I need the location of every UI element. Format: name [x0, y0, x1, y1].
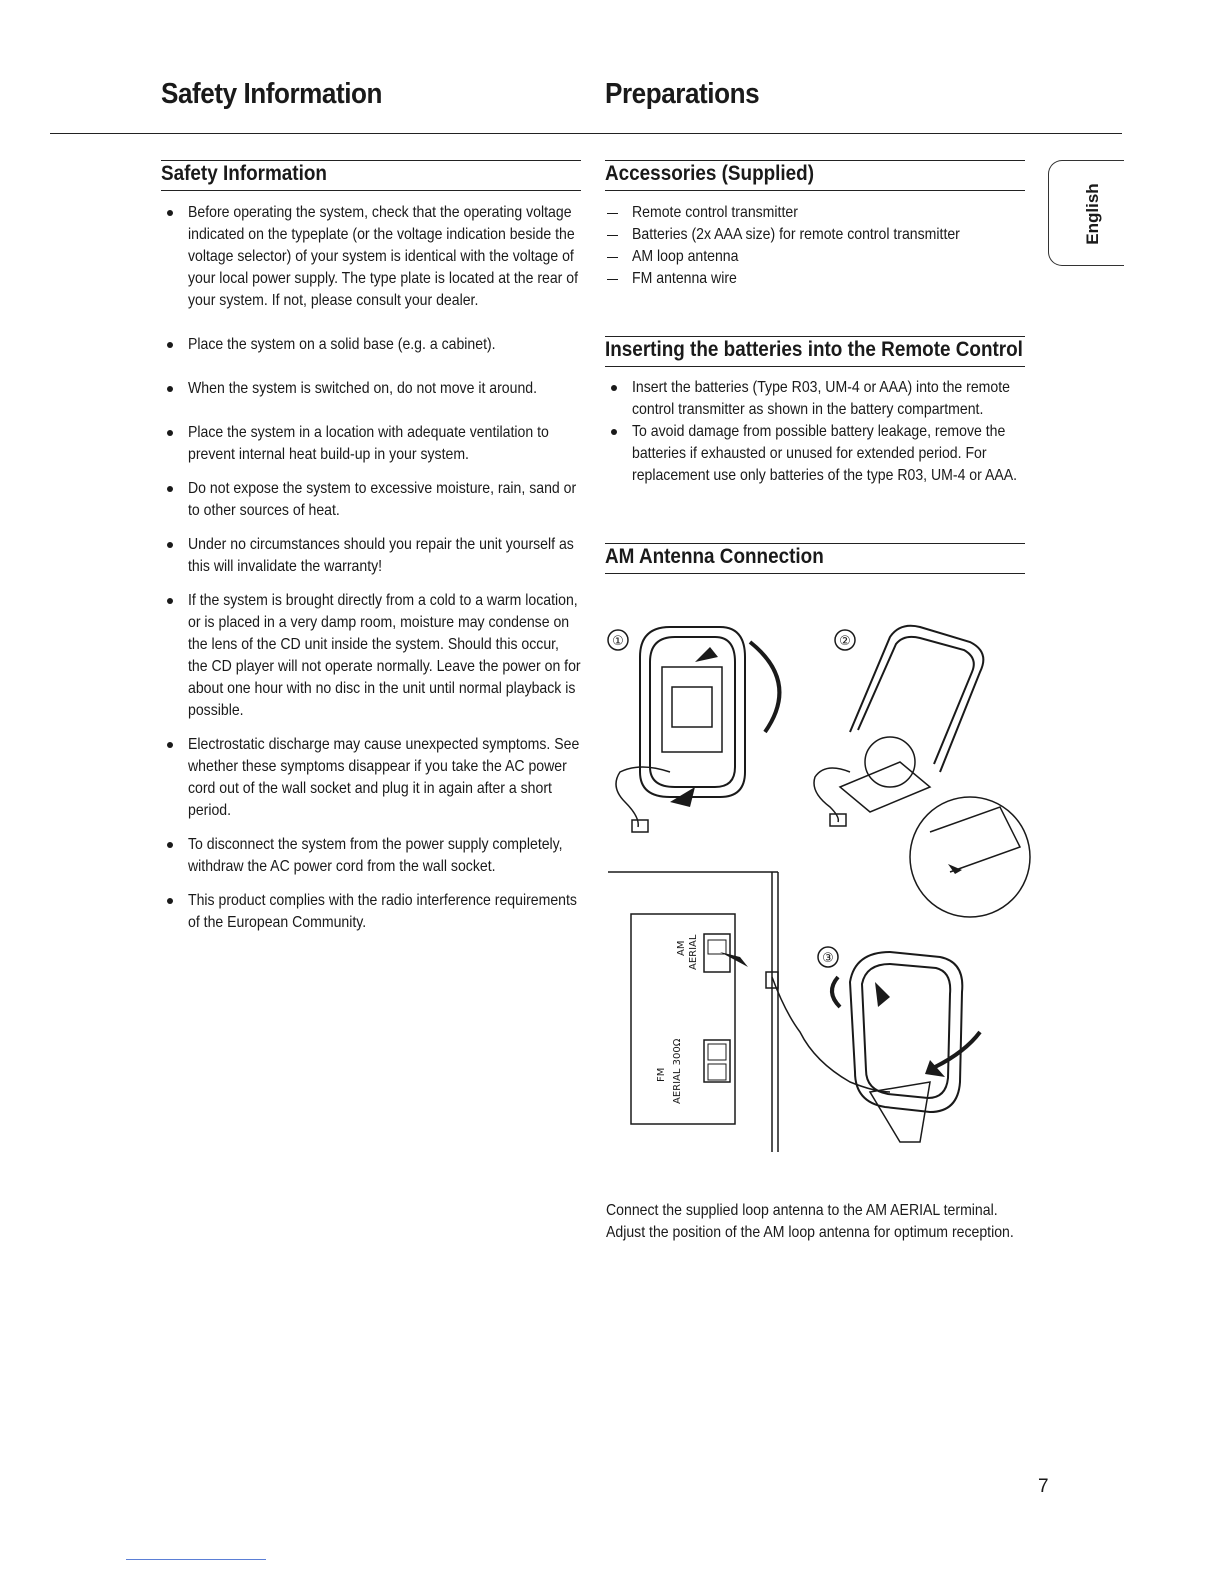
antenna-plug-1: [632, 820, 648, 832]
loop-antenna-frame-2: [850, 626, 983, 772]
safety-item: When the system is switched on, do not move it around.: [161, 378, 581, 400]
am-antenna-section: [605, 543, 1025, 574]
loop-antenna-frame-1: [640, 627, 745, 797]
batteries-list: [605, 377, 1025, 487]
rotate-arrow-3b: [935, 1032, 980, 1067]
language-label: English: [1083, 183, 1102, 245]
page-title-safety: Safety Information: [161, 78, 383, 110]
batteries-section-title: Inserting the batteries into the Remote Control: [605, 338, 1023, 361]
accessory-item: FM antenna wire: [605, 268, 1025, 290]
antenna-caption: Connect the supplied loop antenna to the AM AERIAL terminal. Adjust the position of the AM loop antenna for optimum reception.: [606, 1202, 1014, 1241]
accessory-item: Batteries (2x AAA size) for remote control transmitter: [605, 224, 1025, 246]
bullet-icon: [167, 842, 173, 848]
step-1-label: ①: [612, 634, 624, 649]
accessories-section-title: Accessories (Supplied): [605, 162, 815, 185]
am-antenna-section-title: AM Antenna Connection: [605, 545, 824, 568]
bottom-rule: [126, 1559, 266, 1560]
am-antenna-diagram: [600, 612, 1050, 1160]
step-2-label: ②: [839, 634, 851, 649]
page-number: 7: [1038, 1476, 1049, 1497]
bullet-icon: [167, 742, 173, 748]
safety-item: Place the system on a solid base (e.g. a cabinet).: [161, 334, 581, 356]
safety-item: Electrostatic discharge may cause unexpected symptoms. See whether these symptoms disappear if you take the AC power cord out of the wall socket and plug it in again after a short period.: [161, 734, 581, 822]
accessories-section-header: [605, 160, 1025, 191]
aerial-label: AERIAL: [688, 934, 699, 970]
bullet-icon: [167, 542, 173, 548]
bullet-icon: [167, 386, 173, 392]
am-connect-arrow: [720, 952, 748, 967]
bullet-icon: [611, 429, 617, 435]
dash-icon: [607, 257, 618, 258]
safety-section-title: Safety Information: [161, 162, 327, 185]
fm-aerial-label: AERIAL 300Ω: [672, 1038, 683, 1104]
header-rule: [50, 133, 1122, 134]
accessories-section: [605, 160, 1025, 290]
bullet-icon: [167, 430, 173, 436]
bullet-icon: [167, 342, 173, 348]
am-label: AM: [676, 940, 687, 956]
accessories-list: [605, 202, 1025, 290]
safety-item: Place the system in a location with adequate ventilation to prevent internal heat build-up in your system.: [161, 422, 581, 466]
accessory-item: AM loop antenna: [605, 246, 1025, 268]
bullet-icon: [611, 385, 617, 391]
safety-item: Under no circumstances should you repair the unit yourself as this will invalidate the warranty!: [161, 534, 581, 578]
batteries-section-header: [605, 336, 1025, 367]
battery-item: To avoid damage from possible battery leakage, remove the batteries if exhausted or unused for extended period. For replacement use only batteries of the type R03, UM-4 or AAA.: [605, 421, 1025, 487]
page-title-preparations: Preparations: [605, 78, 760, 110]
battery-item: Insert the batteries (Type R03, UM-4 or AAA) into the remote control transmitter as shown in the battery compartment.: [605, 377, 1025, 421]
language-tab: [1048, 160, 1124, 266]
safety-list: [161, 202, 581, 934]
arrow-1a: [695, 647, 718, 662]
bullet-icon: [167, 598, 173, 604]
bullet-icon: [167, 486, 173, 492]
fm-label: FM: [656, 1067, 667, 1082]
detail-zoom-circle: [910, 797, 1030, 917]
safety-item: Before operating the system, check that the operating voltage indicated on the typeplate (or the voltage indication beside the voltage selector) of your system is identical with the voltage of your local power supply. The type plate is located at the rear of your system. If not, please consult your dealer.: [161, 202, 581, 312]
safety-item: To disconnect the system from the power supply completely, withdraw the AC power cord from the wall socket.: [161, 834, 581, 878]
accessory-item: Remote control transmitter: [605, 202, 1025, 224]
dash-icon: [607, 235, 618, 236]
safety-section-header: [161, 160, 581, 191]
batteries-section: [605, 336, 1025, 487]
rotate-arrow-1: [750, 642, 779, 732]
safety-item: This product complies with the radio interference requirements of the European Community.: [161, 890, 581, 934]
safety-item: If the system is brought directly from a cold to a warm location, or is placed in a very damp room, moisture may condense on the lens of the CD unit inside the system. Should this occur, the CD player will not operate normally. Leave the power on for about one hour with no disc in the unit until normal playback is possible.: [161, 590, 581, 722]
bullet-icon: [167, 898, 173, 904]
dash-icon: [607, 213, 618, 214]
safety-item: Do not expose the system to excessive moisture, rain, sand or to other sources of heat.: [161, 478, 581, 522]
am-antenna-section-header: [605, 543, 1025, 574]
rotate-arrow-3a: [875, 982, 890, 1007]
bullet-icon: [167, 210, 173, 216]
safety-section: [161, 160, 581, 934]
dash-icon: [607, 279, 618, 280]
step-3-label: ③: [822, 951, 834, 966]
